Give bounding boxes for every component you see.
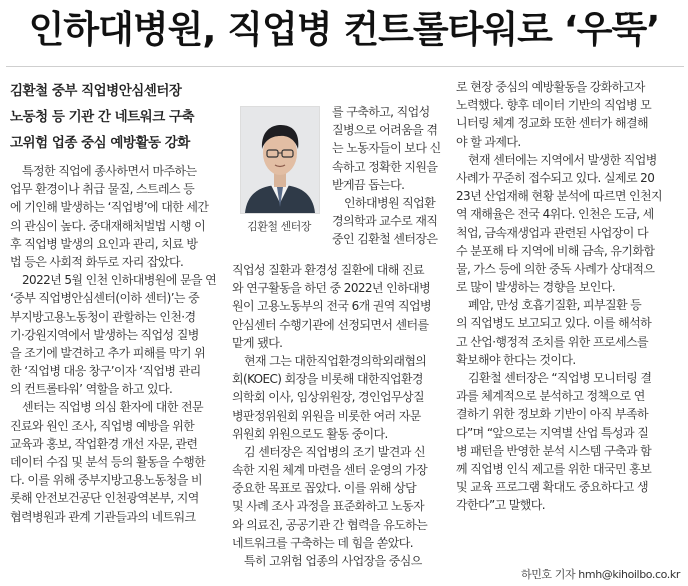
text-line: 롯해 안전보건공단 인천광역본부, 지역: [10, 491, 199, 506]
column-1-body: [10, 162, 228, 526]
text-line: 원이 고용노동부의 전국 6개 권역 직업병: [232, 299, 431, 314]
text-line: 속한 지원 체계 마련을 센터 운영의 가장: [232, 463, 428, 478]
text-line: 회(KOEC) 회장을 비롯해 대한직업환경: [232, 372, 423, 387]
text-line: 직업성 질환과 환경성 질환에 대해 진료: [232, 263, 424, 277]
paragraph: [232, 552, 452, 570]
text-line: 를 구축하고, 직업성: [332, 105, 430, 119]
column-2-top-body: [332, 103, 456, 249]
paragraph: [456, 296, 680, 369]
text-line: 부지방고용노동청이 관할하는 인천·경: [10, 309, 196, 324]
text-line: 특히 고위험 업종의 사업장을 중심으: [244, 554, 422, 568]
portrait-image: [241, 107, 319, 213]
text-line: 김 센터장은 직업병의 조기 발견과 신: [244, 444, 425, 459]
text-line: 현재 그는 대한직업환경의학외래협의: [244, 353, 427, 368]
text-line: 을 조기에 발견하고 추가 피해를 막기 위: [10, 345, 206, 360]
text-line: 김환철 센터장은 “직업병 모니터링 결: [468, 371, 652, 385]
text-line: 다”며 “앞으로는 지역별 산업 특성과 질: [456, 425, 649, 440]
text-line: 의 컨트롤타워’ 역할을 하고 있다.: [10, 382, 173, 397]
text-line: 의 직업병도 보고되고 있다. 이를 해석하: [456, 316, 652, 331]
text-line: 경의학과 교수로 재직: [332, 214, 438, 229]
text-line: 야 할 과제다.: [456, 134, 521, 149]
text-line: 현재 센터에는 지역에서 발생한 직업병: [468, 152, 657, 167]
text-line: 업무 환경이나 취급 물질, 스트레스 등: [10, 182, 195, 197]
column-3-body: [456, 78, 680, 515]
headline-divider: [6, 66, 684, 67]
paragraph: [456, 369, 680, 515]
paragraph: [456, 151, 680, 297]
text-line: 중인 김환철 센터장은: [332, 232, 438, 247]
text-line: 수 분포해 타 지역에 비해 금속, 유기화합: [456, 243, 655, 258]
byline: 하민호 기자 hmh@kihoilbo.co.kr: [520, 568, 680, 581]
text-line: 각한다”고 말했다.: [456, 498, 545, 513]
text-line: 협력병원과 관계 기관들과의 네트워크: [10, 509, 196, 524]
text-line: 맡게 됐다.: [232, 335, 283, 350]
paragraph: [232, 443, 452, 552]
text-line: 과를 체계적으로 분석하고 정책으로 연: [456, 389, 645, 404]
text-line: 질병으로 어려움을 겪: [332, 123, 438, 138]
text-line: 2022년 5월 인천 인하대병원에 문을 연: [22, 273, 217, 288]
text-line: 후 직업병 발생의 요인과 관리, 치료 방: [10, 236, 198, 251]
text-line: 받게끔 돕는다.: [332, 177, 405, 192]
text-line: 데이터 수집 및 분석 등의 활동을 수행한: [10, 455, 206, 469]
text-line: 특정한 직업에 종사하면서 마주하는: [22, 164, 197, 178]
text-line: 속하고 정확한 지원을: [332, 159, 438, 174]
text-line: 와 의료진, 공공기관 간 협력을 유도하는: [232, 517, 428, 532]
text-line: 중요한 목표로 꼽았다. 이를 위해 상담: [232, 481, 417, 496]
text-line: 및 사례 조사 과정을 표준화하고 노동자: [232, 499, 424, 514]
text-line: 께 직업병 인식 제고를 위한 대국민 홍보: [456, 461, 652, 476]
deck-line-3: 고위험 업종 중심 예방활동 강화: [10, 135, 190, 151]
text-line: 로 현장 중심의 예방활동을 강화하고자: [456, 80, 645, 94]
paragraph: [232, 352, 452, 443]
paragraph: [10, 398, 228, 525]
paragraph: [10, 162, 228, 271]
text-line: 교육과 홍보, 작업환경 개선 자문, 관련: [10, 436, 198, 451]
text-line: 병 패턴을 반영한 분석 시스템 구축과 함: [456, 443, 652, 458]
text-line: 에 기인해 발생하는 ‘직업병’에 대한 세간: [10, 200, 209, 215]
paragraph: [10, 271, 228, 398]
text-line: 네트워크를 구축하는 데 힘을 쏟았다.: [232, 535, 413, 550]
text-line: 척업, 금속재생업과 관련된 사업장이 다: [456, 225, 648, 240]
text-line: 다. 이를 위해 중부지방고용노동청을 비: [10, 473, 202, 488]
text-line: 기·강원지역에서 발생하는 직업성 질병: [10, 327, 199, 342]
text-line: 법 등은 사회적 화두로 자리 잡았다.: [10, 254, 184, 269]
text-line: 폐암, 만성 호흡기질환, 피부질환 등: [468, 298, 642, 313]
text-line: 안심센터 수행기관에 선정되면서 센터를: [232, 317, 429, 332]
paragraph: [232, 261, 452, 352]
text-line: 니터링 체계 정교화 또한 센터가 해결해: [456, 116, 648, 131]
text-line: 결하기 위한 정보화 기반이 아직 부족하: [456, 407, 648, 422]
text-line: 물, 가스 등에 의한 중독 사례가 상대적으: [456, 261, 655, 276]
deck-line-1: 김환철 중부 직업병안심센터장: [10, 83, 182, 99]
photo-caption: 김환철 센터장: [247, 220, 311, 233]
headline: 인하대병원, 직업병 컨트롤타워로 ‘우뚝’: [28, 8, 660, 51]
paragraph: [332, 194, 456, 249]
text-line: 사례가 꾸준히 접수되고 있다. 실제로 20: [456, 170, 655, 185]
column-1: [10, 78, 228, 526]
text-line: ‘중부 직업병안심센터(이하 센터)’는 중: [10, 291, 200, 306]
text-line: 23년 산업재해 현황 분석에 따르면 인천지: [456, 189, 663, 204]
text-line: 병판정위원회 위원을 비롯한 여러 자문: [232, 408, 421, 423]
text-line: 와 연구활동을 하던 중 2022년 인하대병: [232, 281, 431, 296]
text-line: 노력했다. 향후 데이터 기반의 직업병 모: [456, 98, 652, 113]
text-line: 역 재해율은 전국 4위다. 인천은 도금, 세: [456, 207, 654, 222]
text-line: 및 교육 프로그램 확대도 중요하다고 생: [456, 480, 648, 495]
text-line: 인하대병원 직업환: [344, 195, 436, 210]
text-line: 의 관심이 높다. 중대재해처벌법 시행 이: [10, 218, 206, 233]
text-line: 고 산업·행정적 조치를 위한 프로세스를: [456, 334, 648, 349]
text-line: 위원회 위원으로도 활동 중이다.: [232, 426, 388, 441]
text-line: 는 노동자들이 보다 신: [332, 141, 441, 156]
paragraph: [332, 103, 456, 194]
deck-line-2: 노동청 등 기관 간 네트워크 구축: [10, 109, 195, 125]
text-line: 진료와 원인 조사, 직업병 예방을 위한: [10, 418, 195, 433]
text-line: 한 ‘직업병 대응 창구’이자 ‘직업병 관리: [10, 364, 201, 379]
text-line: 의학회 이사, 임상위원장, 경인업무상질: [232, 390, 424, 405]
paragraph: [456, 78, 680, 151]
column-2-bottom-body: [232, 261, 452, 570]
text-line: 확보해야 한다는 것이다.: [456, 352, 576, 367]
text-line: 센터는 직업병 의심 환자에 대한 전문: [22, 400, 203, 415]
author-photo: [240, 106, 320, 214]
text-line: 로 많이 발생하는 경향을 보인다.: [456, 280, 615, 295]
